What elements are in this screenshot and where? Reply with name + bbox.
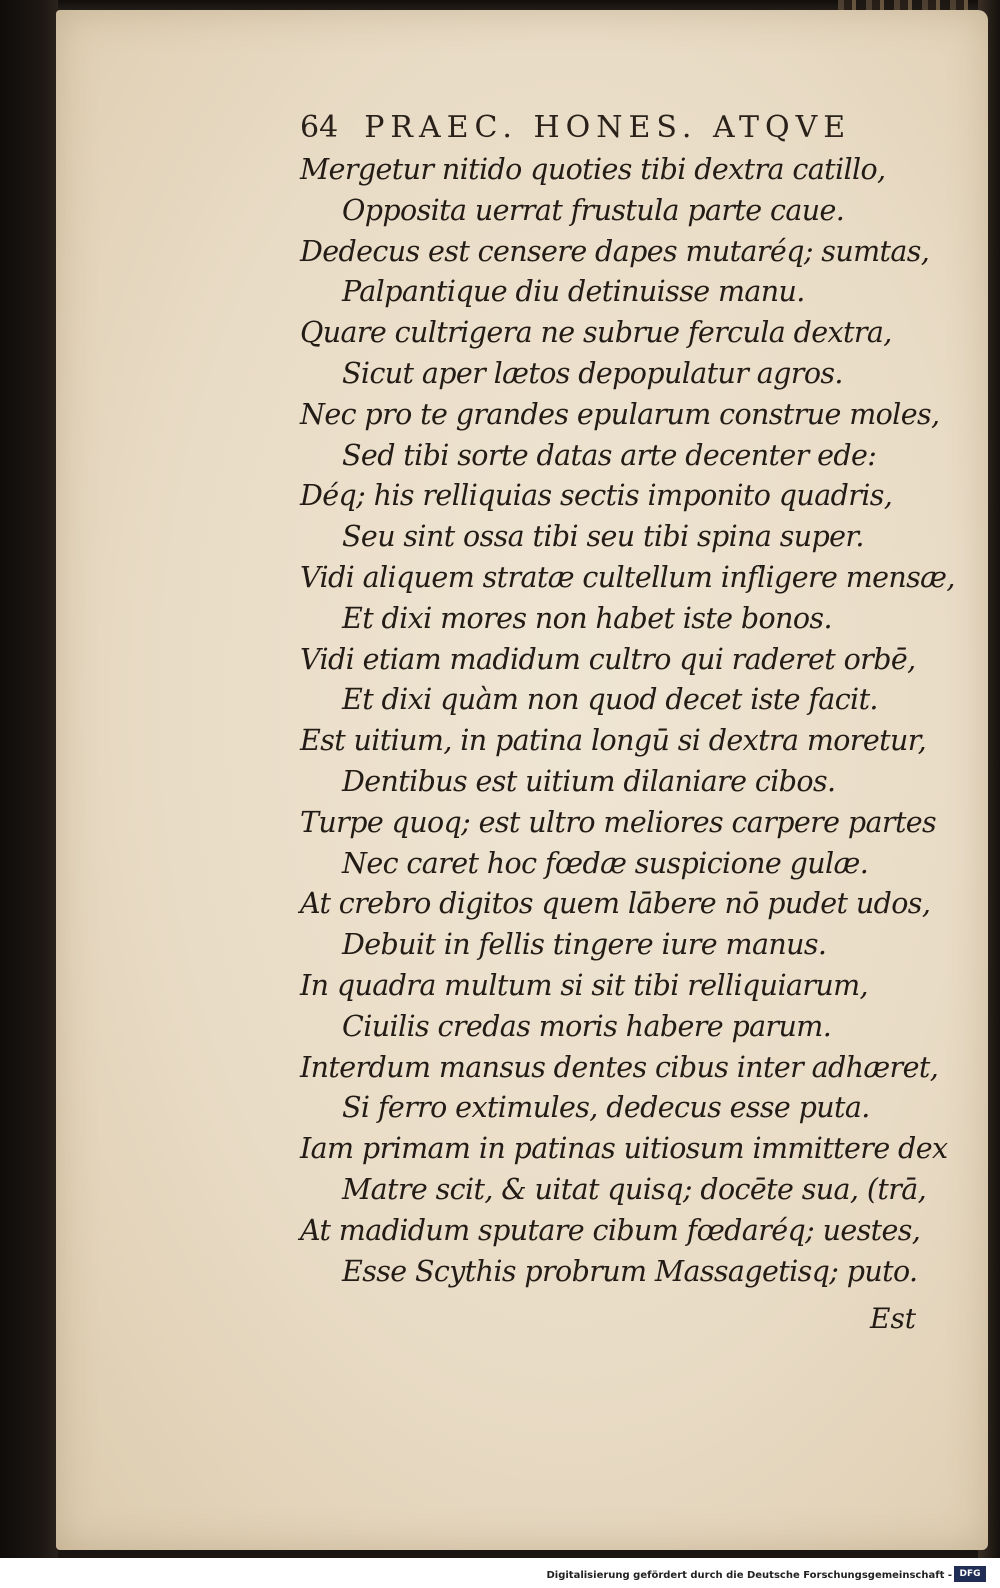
verse-line: Nec pro te grandes epularum construe moles, [300, 397, 940, 431]
verse-line: Debuit in fellis tingere iure manus. [342, 928, 827, 962]
verse-line: Palpantique diu detinuisse manu. [342, 275, 805, 309]
verse-line: Déq; his relliquias sectis imponito quadris, [300, 479, 893, 513]
verse-line: Opposita uerrat frustula parte caue. [342, 193, 845, 227]
book-binding-left [0, 0, 58, 1560]
verse-line: Sed tibi sorte datas arte decenter ede: [342, 438, 877, 472]
verse-line: Dedecus est censere dapes mutaréq; sumtas, [300, 234, 930, 268]
verse-line: Et dixi quàm non quod decet iste facit. [342, 683, 878, 717]
catchword: Est [870, 1302, 917, 1335]
verse-line: Seu sint ossa tibi seu tibi spina super. [342, 520, 864, 554]
verse-line: At madidum sputare cibum fœdaréq; uestes, [300, 1213, 921, 1247]
verse-line: Ciuilis credas moris habere parum. [342, 1009, 832, 1043]
verse-line: Si ferro extimules, dedecus esse puta. [342, 1091, 870, 1125]
verse-line: Vidi aliquem stratæ cultellum infligere mensæ, [300, 560, 955, 594]
verse-line: Interdum mansus dentes cibus inter adhæret, [300, 1050, 939, 1084]
verse-line: Turpe quoq; est ultro meliores carpere partes [300, 805, 937, 839]
verse-line: Iam primam in patinas uitiosum immittere dex [300, 1132, 948, 1166]
verse-line: Vidi etiam madidum cultro qui raderet orbē, [300, 642, 916, 676]
verse-line: At crebro digitos quem lābere nō pudet udos, [300, 887, 931, 921]
verse-line: Esse Scythis probrum Massagetisq; puto. [342, 1254, 918, 1288]
footer-credit-bar [0, 1558, 1000, 1588]
verse-line: Matre scit, & uitat quisq; docēte sua, (trā, [342, 1172, 927, 1206]
verse-block [300, 150, 955, 1292]
verse-line: Mergetur nitido quoties tibi dextra catillo, [300, 153, 886, 186]
funding-credit: Digitalisierung gefördert durch die Deutsche Forschungsgemeinschaft - [546, 1570, 952, 1581]
running-title: PRAEC. HONES. ATQVE [364, 110, 852, 145]
running-header [300, 110, 920, 145]
verse-line: Et dixi mores non habet iste bonos. [342, 601, 832, 635]
verse-line: In quadra multum si sit tibi relliquiarum, [300, 968, 869, 1002]
dfg-logo: DFG [954, 1566, 986, 1582]
verse-line: Sicut aper lætos depopulatur agros. [342, 356, 843, 390]
verse-line: Nec caret hoc fœdæ suspicione gulæ. [342, 846, 869, 880]
page-number: 64 [300, 110, 339, 145]
verse-line: Quare cultrigera ne subrue fercula dextra, [300, 316, 892, 350]
verse-line: Dentibus est uitium dilaniare cibos. [342, 764, 836, 798]
verse-line: Est uitium, in patina longū si dextra moretur, [300, 724, 927, 758]
